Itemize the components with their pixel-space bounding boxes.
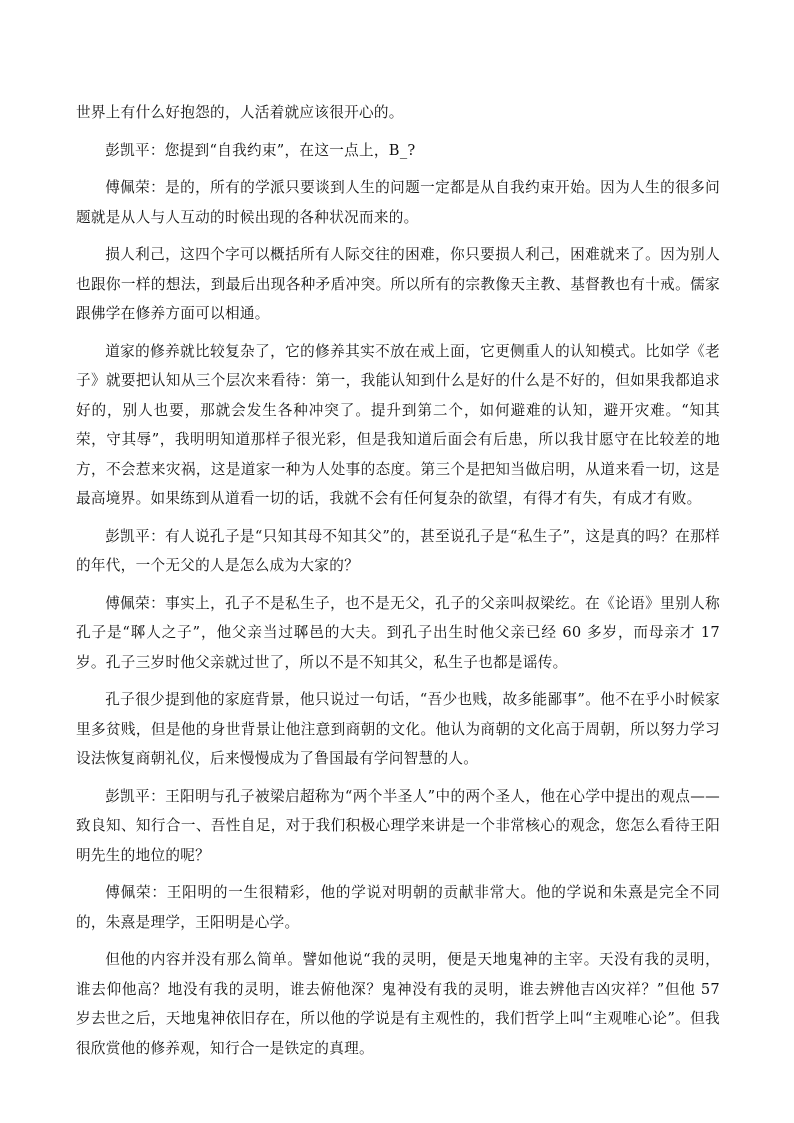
paragraph-8: 孔子很少提到他的家庭背景，他只说过一句话，“吾少也贱，故多能鄙事”。他不在乎小时候家里多贫贱，但是他的身世背景让他注意到商朝的文化。他认为商朝的文化高于周朝，所以努力学习设法恢复商朝礼仪，后来慢慢成为了鲁国最有学问智慧的人。 xyxy=(76,691,720,767)
paragraph-11: 但他的内容并没有那么简单。譬如他说“我的灵明，便是天地鬼神的主宰。天没有我的灵明，谁去仰他高？地没有我的灵明，谁去俯他深？鬼神没有我的灵明，谁去辨他吉凶灾祥？”但他 57 岁去世之后，天地鬼神依旧存在，所以他的学说是有主观性的，我们哲学上叫“主观唯心论”。但我很欣赏他的修养观，知行合一是铁定的真理。 xyxy=(76,951,720,1057)
paragraph-4: 损人利己，这四个字可以概括所有人际交往的困难，你只要损人利己，困难就来了。因为别人也跟你一样的想法，到最后出现各种矛盾冲突。所以所有的宗教像天主教、基督教也有十戒。儒家跟佛学在修养方面可以相通。 xyxy=(76,246,720,322)
paragraph-6: 彭凯平：有人说孔子是“只知其母不知其父”的，甚至说孔子是“私生子”，这是真的吗？在那样的年代，一个无父的人是怎么成为大家的？ xyxy=(76,527,720,574)
paragraph-3: 傅佩荣：是的，所有的学派只要谈到人生的问题一定都是从自我约束开始。因为人生的很多问题就是从人与人互动的时候出现的各种状况而来的。 xyxy=(76,179,720,226)
paragraph-2: 彭凯平：您提到“自我约束”，在这一点上，B_? xyxy=(105,141,416,159)
paragraph-1: 世界上有什么好抱怨的，人活着就应该很开心的。 xyxy=(76,104,404,121)
paragraph-5: 道家的修养就比较复杂了，它的修养其实不放在戒上面，它更侧重人的认知模式。比如学《老子》就要把认知从三个层次来看待：第一，我能认知到什么是好的什么是不好的，但如果我都追求好的，别人也要，那就会发生各种冲突了。提升到第二个，如何避难的认知，避开灾难。“知其荣，守其辱”，我明明知道那样子很光彩，但是我知道后面会有后患，所以我甘愿守在比较差的地方，不会惹来灾祸，这是道家一种为人处事的态度。第三个是把知当做启明，从道来看一切，这是最高境界。如果练到从道看一切的话，我就不会有任何复杂的欲望，有得才有失，有成才有败。 xyxy=(76,342,720,507)
document-body xyxy=(76,98,720,1071)
paragraph-10: 傅佩荣：王阳明的一生很精彩，他的学说对明朝的贡献非常大。他的学说和朱熹是完全不同的，朱熹是理学，王阳明是心学。 xyxy=(76,884,720,931)
paragraph-9: 彭凯平：王阳明与孔子被梁启超称为“两个半圣人”中的两个圣人，他在心学中提出的观点——致良知、知行合一、吾性自足，对于我们积极心理学来讲是一个非常核心的观念，您怎么看待王阳明先生的地位的呢？ xyxy=(76,787,720,864)
paragraph-7: 傅佩荣：事实上，孔子不是私生子，也不是无父，孔子的父亲叫叔梁纥。在《论语》里别人称孔子是“郰人之子”，他父亲当过郰邑的大夫。到孔子出生时他父亲已经 60 多岁，而母亲才 17 岁。孔子三岁时他父亲就过世了，所以不是不知其父，私生子也都是谣传。 xyxy=(76,594,720,671)
